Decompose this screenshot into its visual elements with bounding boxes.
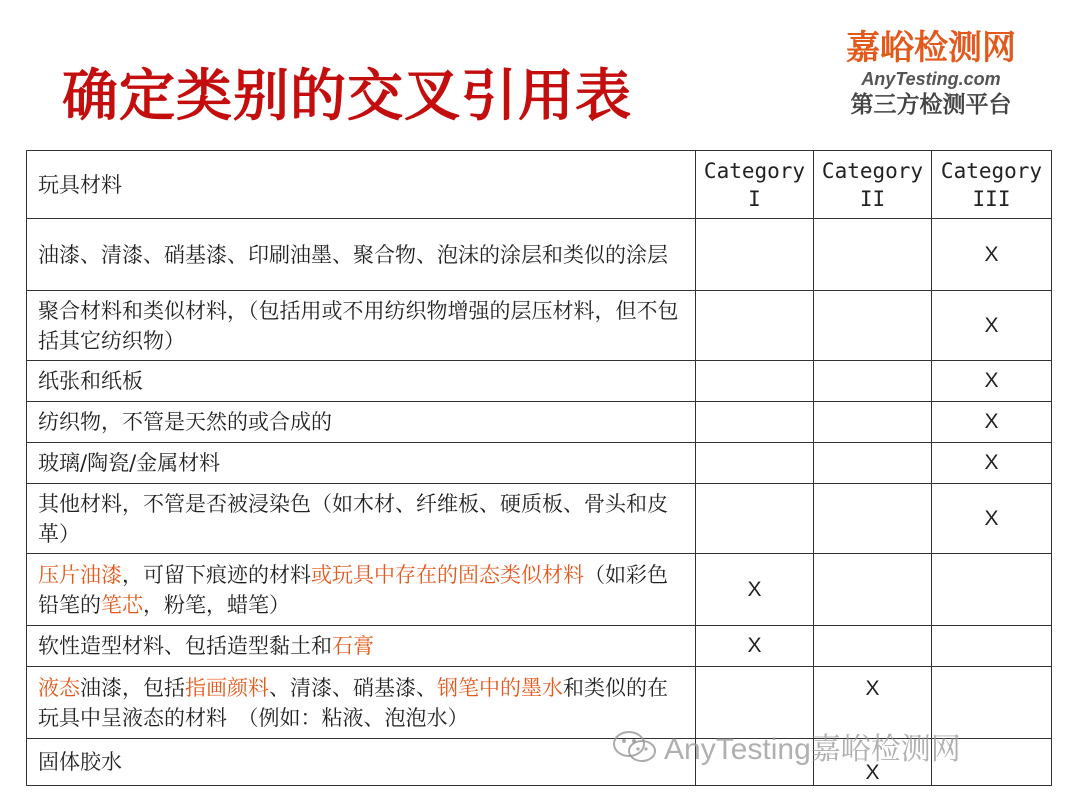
highlighted-text: 或玩具中存在的固态类似材料: [311, 562, 584, 587]
check-mark: X: [865, 676, 880, 700]
material-text: 油漆，包括: [80, 675, 185, 700]
highlighted-text: 笔芯: [101, 592, 143, 617]
table-row: [27, 219, 1052, 291]
check-mark: X: [747, 634, 762, 657]
highlighted-text: 液态: [38, 675, 80, 700]
category-3-cell: [932, 402, 1052, 443]
table-row: [27, 291, 1052, 361]
watermark-text: AnyTesting嘉峪检测网: [664, 733, 961, 766]
category-2-cell: [814, 443, 932, 484]
brand-logo: [836, 28, 1026, 120]
header-category-3: Category III: [932, 151, 1052, 219]
material-cell: [27, 291, 696, 361]
category-table: [26, 150, 1052, 786]
category-2-cell: [814, 554, 932, 626]
table-row: [27, 626, 1052, 667]
check-mark: X: [984, 369, 999, 392]
highlighted-text: 钢笔中的墨水: [437, 675, 563, 700]
category-1-cell: [696, 291, 814, 361]
category-2-cell: [814, 291, 932, 361]
brand-name: 嘉峪检测网: [846, 28, 1016, 68]
brand-url: AnyTesting.com: [861, 69, 1001, 89]
table-row: [27, 554, 1052, 626]
category-3-cell: [932, 219, 1052, 291]
material-text: 其他材料，不管是否被浸染色（如木材、纤维板、硬质板、骨头和皮革）: [38, 491, 668, 546]
material-text: 聚合材料和类似材料，（包括用或不用纺织物增强的层压材料，但不包括其它纺织物）: [38, 298, 679, 353]
material-text: ，可留下痕迹的材料: [122, 562, 311, 587]
category-2-cell: [814, 484, 932, 554]
category-1-cell: [696, 402, 814, 443]
material-text: 纺织物，不管是天然的或合成的: [38, 410, 332, 434]
category-3-cell: [932, 443, 1052, 484]
category-3-cell: [932, 361, 1052, 402]
category-3-cell: [932, 626, 1052, 667]
header-material: 玩具材料: [27, 151, 696, 219]
check-mark: X: [984, 410, 999, 433]
material-cell: [27, 626, 696, 667]
check-mark: X: [984, 451, 999, 474]
material-text: 固体胶水: [38, 750, 122, 774]
material-text: 软性造型材料、包括造型黏土和: [38, 634, 332, 658]
watermark: [612, 724, 961, 772]
table-row: [27, 402, 1052, 443]
material-cell: [27, 443, 696, 484]
material-text: 纸张和纸板: [38, 369, 143, 393]
category-1-cell: [696, 443, 814, 484]
check-mark: X: [984, 313, 999, 337]
header-category-2: Category II: [814, 151, 932, 219]
material-text: 油漆、清漆、硝基漆、印刷油墨、聚合物、泡沫的涂层和类似的涂层: [38, 242, 668, 267]
table-header-row: [27, 151, 1052, 219]
category-1-cell: [696, 361, 814, 402]
category-3-cell: [932, 291, 1052, 361]
check-mark: X: [747, 577, 762, 601]
table-row: [27, 484, 1052, 554]
material-cell: [27, 219, 696, 291]
highlighted-text: 压片油漆: [38, 562, 122, 587]
material-text: ，粉笔，蜡笔）: [143, 592, 290, 617]
highlighted-text: 石膏: [332, 634, 374, 658]
material-text: （如彩色铅笔的: [38, 562, 668, 617]
category-3-cell: [932, 484, 1052, 554]
category-3-cell: [932, 554, 1052, 626]
material-cell: [27, 484, 696, 554]
check-mark: X: [984, 242, 999, 266]
material-text: 玻璃/陶瓷/金属材料: [38, 451, 221, 475]
category-2-cell: [814, 402, 932, 443]
category-1-cell: [696, 626, 814, 667]
brand-tagline: 第三方检测平台: [850, 92, 1012, 118]
header-category-1: Category I: [696, 151, 814, 219]
highlighted-text: 指画颜料: [185, 675, 269, 700]
category-1-cell: [696, 484, 814, 554]
material-cell: [27, 667, 696, 739]
material-cell: [27, 554, 696, 626]
material-text: 和类似的在玩具中呈液态的材料 （例如：粘液、泡泡水）: [38, 675, 668, 730]
check-mark: X: [984, 506, 999, 530]
material-cell: [27, 739, 696, 786]
category-1-cell: [696, 554, 814, 626]
material-cell: [27, 402, 696, 443]
category-2-cell: [814, 219, 932, 291]
material-text: 、清漆、硝基漆、: [269, 675, 437, 700]
table-row: [27, 443, 1052, 484]
category-2-cell: [814, 626, 932, 667]
page-title: 确定类别的交叉引用表: [62, 64, 632, 129]
check-mark: X: [865, 761, 880, 784]
wechat-icon: [612, 730, 658, 772]
category-2-cell: [814, 361, 932, 402]
material-cell: [27, 361, 696, 402]
category-1-cell: [696, 219, 814, 291]
table-row: [27, 361, 1052, 402]
